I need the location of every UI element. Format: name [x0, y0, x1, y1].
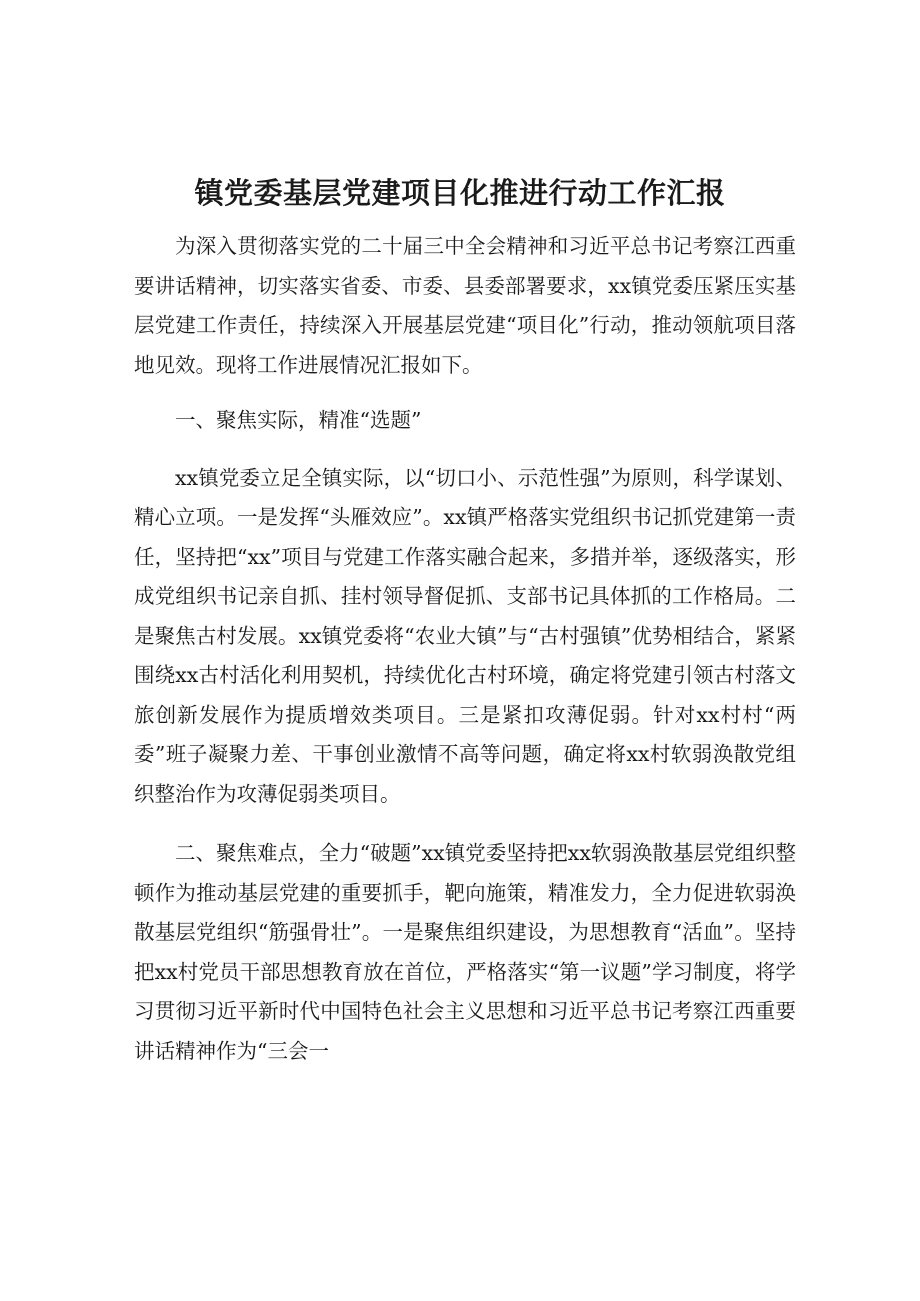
- section-2-paragraph: 二、聚焦难点，全力“破题”xx镇党委坚持把xx软弱涣散基层党组织整顿作为推动基层党建的重要抓手，靶向施策，精准发力，全力促进软弱涣散基层党组织“筋强骨壮”。一是聚焦组织建设，为思想教育“活血”。坚持把xx村党员干部思想教育放在首位，严格落实“第一议题”学习制度，将学习贯彻习近平新时代中国特色社会主义思想和习近平总书记考察江西重要讲话精神作为“三会一: [134, 841, 796, 1063]
- intro-paragraph: 为深入贯彻落实党的二十届三中全会精神和习近平总书记考察江西重要讲话精神，切实落实省委、市委、县委部署要求，xx镇党委压紧压实基层党建工作责任，持续深入开展基层党建“项目化”行动，推动领航项目落地见效。现将工作进展情况汇报如下。: [134, 234, 796, 377]
- section-1-heading: 一、聚焦实际，精准“选题”: [175, 408, 422, 432]
- document-title: 镇党委基层党建项目化推进行动工作汇报: [194, 176, 726, 210]
- document-body: [134, 227, 796, 1071]
- section-1-paragraph: xx镇党委立足全镇实际，以“切口小、示范性强”为原则，科学谋划、精心立项。一是发挥“头雁效应”。xx镇严格落实党组织书记抓党建第一责任，坚持把“xx”项目与党建工作落实融合起来，多措并举，逐级落实，形成党组织书记亲自抓、挂村领导督促抓、支部书记具体抓的工作格局。二是聚焦古村发展。xx镇党委将“农业大镇”与“古村强镇”优势相结合，紧紧围绕xx古村活化利用契机，持续优化古村环境，确定将党建引领古村落文旅创新发展作为提质增效类项目。三是紧扣攻薄促弱。针对xx村村“两委”班子凝聚力差、干事创业激情不高等问题，确定将xx村软弱涣散党组织整治作为攻薄促弱类项目。: [134, 465, 796, 806]
